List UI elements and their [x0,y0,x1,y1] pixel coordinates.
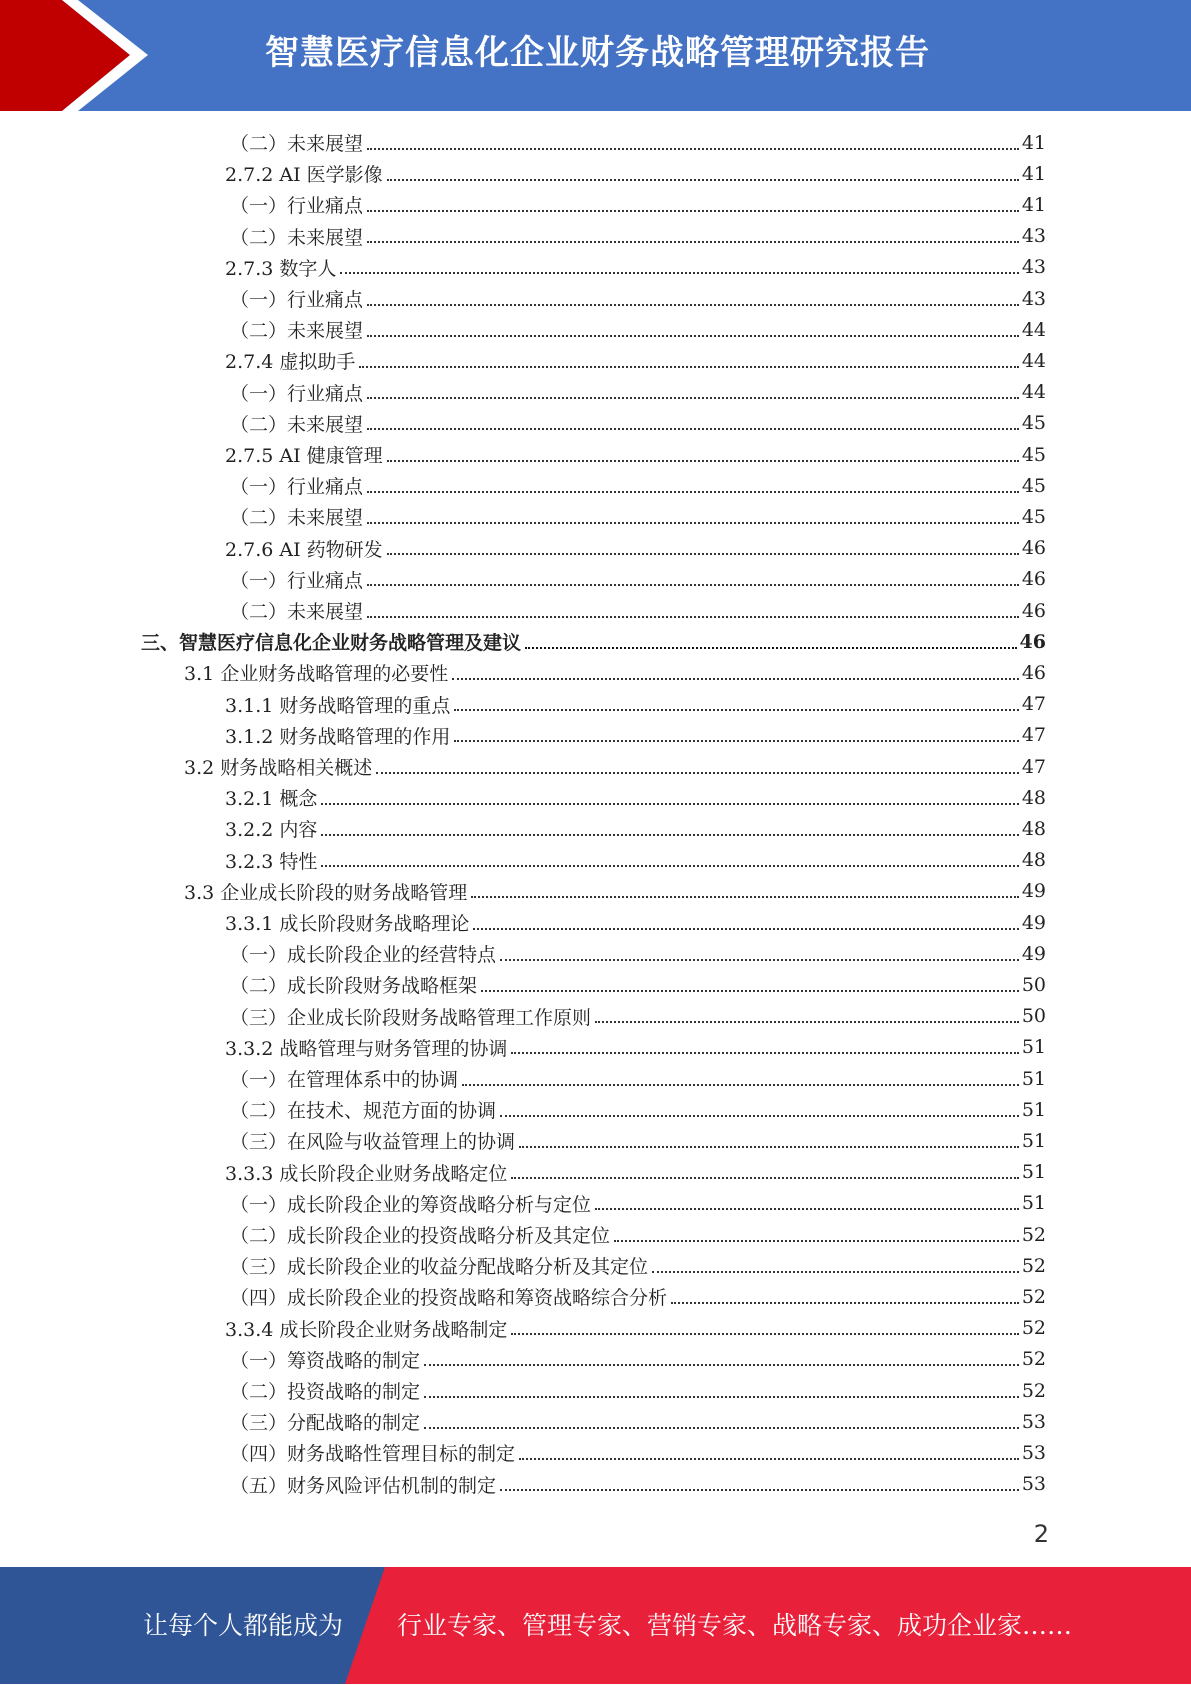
toc-dot-leader [376,772,1019,774]
toc-dot-leader [387,460,1019,462]
toc-dot-leader [367,335,1019,337]
toc-dot-leader [595,1021,1019,1023]
toc-entry-label: （一）行业痛点 [230,476,364,499]
toc-entry-label: 3.2.2 内容 [225,819,318,842]
toc-entry-page: 49 [1021,911,1046,934]
toc-dot-leader [387,553,1019,555]
toc-entry[interactable] [225,1313,1046,1344]
toc-entry-page: 52 [1021,1254,1046,1277]
toc-dot-leader [481,990,1019,992]
toc-dot-leader [452,678,1019,680]
toc-dot-leader [473,928,1018,930]
toc-entry-page: 41 [1021,131,1046,154]
toc-entry-label: （三）分配战略的制定 [230,1412,421,1435]
toc-entry-page: 48 [1021,817,1046,840]
toc-entry-page: 44 [1021,318,1046,341]
toc-entry-label: 3.3 企业成长阶段的财务战略管理 [184,881,468,904]
toc-entry-label: 3.3.2 战略管理与财务管理的协调 [225,1037,508,1060]
toc-entry-page: 52 [1021,1379,1046,1402]
toc-entry-label: 3.3.4 成长阶段企业财务战略制定 [225,1318,508,1341]
toc-entry-label: （五）财务风险评估机制的制定 [230,1474,497,1497]
toc-dot-leader [359,366,1018,368]
toc-dot-leader [367,428,1019,430]
toc-entry-label: （二）投资战略的制定 [230,1381,421,1403]
toc-dot-leader [321,834,1018,836]
toc-dot-leader [519,1458,1019,1460]
toc-entry[interactable] [230,127,1046,158]
toc-entry-label: 3.2.3 特性 [225,850,318,873]
toc-entry-label: （二）成长阶段企业的投资战略分析及其定位 [230,1225,611,1247]
toc-entry[interactable] [230,1219,1046,1250]
toc-entry[interactable] [230,1250,1046,1281]
toc-entry-page: 47 [1021,724,1046,747]
toc-entry[interactable] [230,1344,1046,1375]
toc-entry-page: 53 [1021,1410,1046,1433]
toc-entry-page: 50 [1021,1005,1046,1028]
toc-dot-leader [367,491,1019,493]
toc-entry-page: 43 [1021,287,1046,310]
toc-entry-label: （一）成长阶段企业的筹资战略分析与定位 [230,1193,592,1216]
toc-entry-label: （二）未来展望 [230,601,364,623]
toc-entry-page: 46 [1021,537,1046,560]
toc-entry-label: （二）未来展望 [230,413,364,436]
toc-entry-label: 3.3.1 成长阶段财务战略理论 [225,913,470,935]
toc-dot-leader [454,709,1018,711]
toc-dot-leader [367,397,1019,399]
toc-entry-page: 44 [1021,349,1046,372]
footer-slogan-left: 让每个人都能成为 [143,1611,344,1640]
toc-entry-label: 3.1.1 财务战略管理的重点 [225,694,451,717]
toc-entry-page: 45 [1021,443,1046,466]
toc-entry-label: 2.7.4 虚拟助手 [225,351,356,374]
toc-entry[interactable] [225,720,1046,751]
toc-dot-leader [525,647,1017,649]
toc-entry-page: 47 [1021,755,1046,778]
toc-dot-leader [454,740,1018,742]
toc-dot-leader [471,896,1019,898]
toc-entry[interactable] [230,938,1046,969]
toc-entry[interactable] [230,969,1046,1000]
toc-entry-page: 43 [1021,256,1046,279]
toc-entry-label: （二）未来展望 [230,320,364,343]
toc-entry-page: 47 [1021,693,1046,716]
toc-entry[interactable] [225,158,1046,189]
toc-entry[interactable] [230,221,1046,252]
toc-entry-page: 52 [1021,1223,1046,1246]
toc-dot-leader [387,179,1019,181]
toc-entry[interactable] [230,470,1046,501]
toc-entry[interactable] [184,876,1046,907]
toc-dot-leader [367,304,1019,306]
toc-dot-leader [614,1240,1019,1242]
toc-entry-page: 45 [1021,412,1046,435]
toc-dot-leader [511,1052,1018,1054]
toc-dot-leader [519,1146,1019,1148]
toc-entry-label: （一）在管理体系中的协调 [230,1069,459,1091]
toc-entry-page: 41 [1021,162,1046,185]
toc-entry[interactable] [225,907,1046,938]
toc-entry[interactable] [141,626,1046,657]
toc-entry[interactable] [230,1406,1046,1437]
toc-entry[interactable] [230,189,1046,220]
toc-entry[interactable] [225,439,1046,470]
header-arrow-decoration [0,0,200,111]
toc-entry-page: 46 [1021,568,1046,591]
toc-entry[interactable] [230,1375,1046,1406]
toc-entry-page: 44 [1021,381,1046,404]
toc-entry-label: （四）财务战略性管理目标的制定 [230,1443,516,1466]
toc-entry[interactable] [230,1125,1046,1156]
toc-dot-leader [500,1115,1019,1117]
toc-entry-label: 2.7.5 AI 健康管理 [225,445,383,467]
toc-entry-page: 46 [1021,661,1046,684]
toc-entry[interactable] [230,377,1046,408]
page-footer [0,1567,1191,1684]
toc-dot-leader [367,616,1019,618]
toc-entry[interactable] [230,595,1046,626]
toc-entry-label: （一）行业痛点 [230,569,364,592]
toc-dot-leader [321,865,1018,867]
toc-entry-label: 3.1 企业财务战略管理的必要性 [184,663,449,686]
toc-dot-leader [500,1489,1019,1491]
toc-dot-leader [424,1427,1019,1429]
toc-entry-page: 53 [1021,1441,1046,1464]
toc-entry-page: 50 [1021,973,1046,996]
toc-entry[interactable] [225,1157,1046,1188]
toc-entry[interactable] [225,845,1046,876]
toc-entry[interactable] [230,1281,1046,1312]
report-title: 智慧医疗信息化企业财务战略管理研究报告 [265,33,930,73]
toc-entry-page: 48 [1021,786,1046,809]
toc-entry[interactable] [230,1094,1046,1125]
toc-dot-leader [511,1177,1018,1179]
toc-entry-label: （一）行业痛点 [230,289,364,311]
toc-dot-leader [367,584,1019,586]
toc-entry-page: 41 [1021,193,1046,216]
toc-entry[interactable] [230,1001,1046,1032]
toc-entry[interactable] [225,782,1046,813]
toc-entry-page: 46 [1019,630,1046,653]
toc-entry-label: 2.7.2 AI 医学影像 [225,164,383,187]
toc-entry-label: 2.7.3 数字人 [225,257,337,280]
toc-entry-page: 51 [1021,1192,1046,1215]
toc-entry-label: 三、智慧医疗信息化企业财务战略管理及建议 [141,632,522,655]
toc-dot-leader [340,272,1018,274]
toc-dot-leader [462,1084,1019,1086]
page-number: 2 [1033,1520,1049,1548]
toc-entry[interactable] [230,501,1046,532]
toc-entry[interactable] [225,345,1046,376]
toc-entry-label: 2.7.6 AI 药物研发 [225,538,383,561]
toc-dot-leader [511,1333,1018,1335]
toc-entry-page: 43 [1021,225,1046,248]
toc-entry-label: 3.2.1 概念 [225,788,318,811]
toc-entry[interactable] [230,408,1046,439]
toc-dot-leader [595,1208,1019,1210]
toc-entry-page: 52 [1021,1285,1046,1308]
toc-entry-page: 53 [1021,1473,1046,1496]
toc-entry[interactable] [230,314,1046,345]
toc-entry-label: （二）未来展望 [230,226,364,249]
toc-dot-leader [367,148,1019,150]
toc-entry-label: （三）在风险与收益管理上的协调 [230,1131,516,1154]
toc-dot-leader [652,1271,1019,1273]
footer-slogan-right: 行业专家、管理专家、营销专家、战略专家、成功企业家…… [397,1611,1073,1640]
toc-entry-page: 49 [1021,942,1046,965]
toc-entry-page: 46 [1021,599,1046,622]
toc-dot-leader [321,803,1018,805]
toc-entry-label: （一）行业痛点 [230,195,364,218]
toc-entry-label: （一）行业痛点 [230,382,364,405]
toc-entry-page: 45 [1021,474,1046,497]
toc-entry[interactable] [225,252,1046,283]
toc-entry-page: 51 [1021,1129,1046,1152]
toc-entry-page: 51 [1021,1067,1046,1090]
toc-entry-page: 51 [1021,1098,1046,1121]
toc-entry[interactable] [230,564,1046,595]
toc-entry[interactable] [184,751,1046,782]
toc-entry[interactable] [184,657,1046,688]
page-header [0,0,1191,111]
toc-entry-label: 3.3.3 成长阶段企业财务战略定位 [225,1162,508,1185]
toc-entry-page: 45 [1021,505,1046,528]
toc-entry[interactable] [230,283,1046,314]
toc-entry[interactable] [225,533,1046,564]
toc-entry-page: 49 [1021,880,1046,903]
toc-entry-page: 48 [1021,849,1046,872]
toc-entry-page: 52 [1021,1317,1046,1340]
toc-entry-label: （二）成长阶段财务战略框架 [230,975,478,998]
toc-entry-label: （三）成长阶段企业的收益分配战略分析及其定位 [230,1256,649,1279]
toc-entry[interactable] [225,689,1046,720]
toc-entry-label: （三）企业成长阶段财务战略管理工作原则 [230,1006,592,1029]
toc-dot-leader [500,959,1019,961]
toc-dot-leader [367,241,1019,243]
toc-entry[interactable] [225,1032,1046,1063]
toc-entry[interactable] [230,1188,1046,1219]
toc-entry[interactable] [225,813,1046,844]
toc-entry-label: （二）未来展望 [230,507,364,530]
toc-dot-leader [367,522,1019,524]
toc-entry-label: 3.1.2 财务战略管理的作用 [225,725,451,748]
toc-entry-label: 3.2 财务战略相关概述 [184,757,373,779]
toc-entry-page: 51 [1021,1161,1046,1184]
toc-entry-page: 52 [1021,1348,1046,1371]
toc-entry-label: （二）未来展望 [230,133,364,155]
toc-dot-leader [424,1364,1019,1366]
toc-entry-label: （一）成长阶段企业的经营特点 [230,944,497,967]
toc-entry[interactable] [230,1469,1046,1500]
toc-entry-label: （二）在技术、规范方面的协调 [230,1100,497,1123]
toc-dot-leader [367,210,1019,212]
toc-entry-label: （四）成长阶段企业的投资战略和筹资战略综合分析 [230,1287,668,1310]
toc-dot-leader [671,1302,1019,1304]
toc-entry-page: 51 [1021,1036,1046,1059]
toc-entry[interactable] [230,1063,1046,1094]
toc-entry-label: （一）筹资战略的制定 [230,1349,421,1372]
toc-dot-leader [424,1396,1019,1398]
toc-entry[interactable] [230,1437,1046,1468]
